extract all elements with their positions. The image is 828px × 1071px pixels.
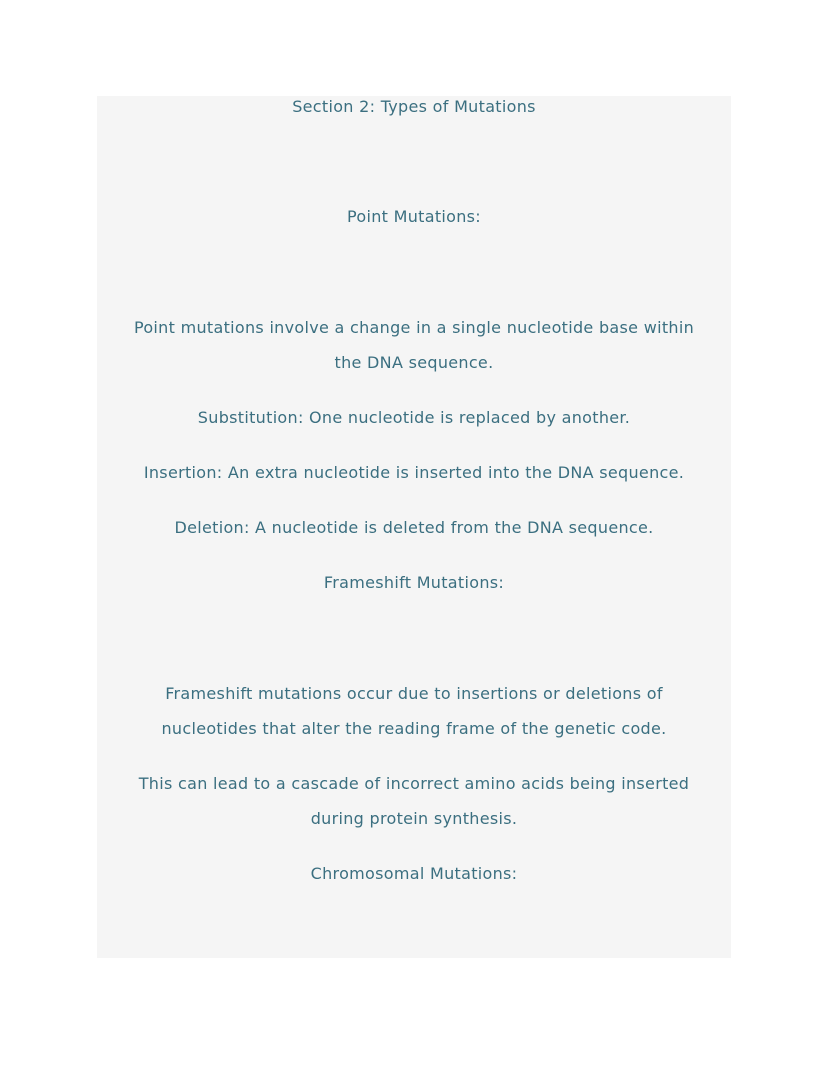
insertion-text: Insertion: An extra nucleotide is inserted into the DNA sequence. — [143, 463, 685, 482]
point-mutations-description-line-2: the DNA sequence. — [334, 353, 494, 372]
section-title: Section 2: Types of Mutations — [292, 97, 536, 116]
chromosomal-mutations-heading: Chromosomal Mutations: — [310, 864, 518, 883]
cascade-text-line-2: during protein synthesis. — [310, 809, 518, 828]
frameshift-description-line-2: nucleotides that alter the reading frame of the genetic code. — [161, 719, 667, 738]
cascade-text-line-1: This can lead to a cascade of incorrect amino acids being inserted — [138, 774, 690, 793]
frameshift-mutations-heading: Frameshift Mutations: — [323, 573, 505, 592]
point-mutations-heading: Point Mutations: — [346, 207, 481, 226]
point-mutations-description-line-1: Point mutations involve a change in a single nucleotide base within — [133, 318, 695, 337]
deletion-text: Deletion: A nucleotide is deleted from the DNA sequence. — [174, 518, 654, 537]
substitution-text: Substitution: One nucleotide is replaced by another. — [197, 408, 631, 427]
frameshift-description-line-1: Frameshift mutations occur due to insertions or deletions of — [165, 684, 663, 703]
